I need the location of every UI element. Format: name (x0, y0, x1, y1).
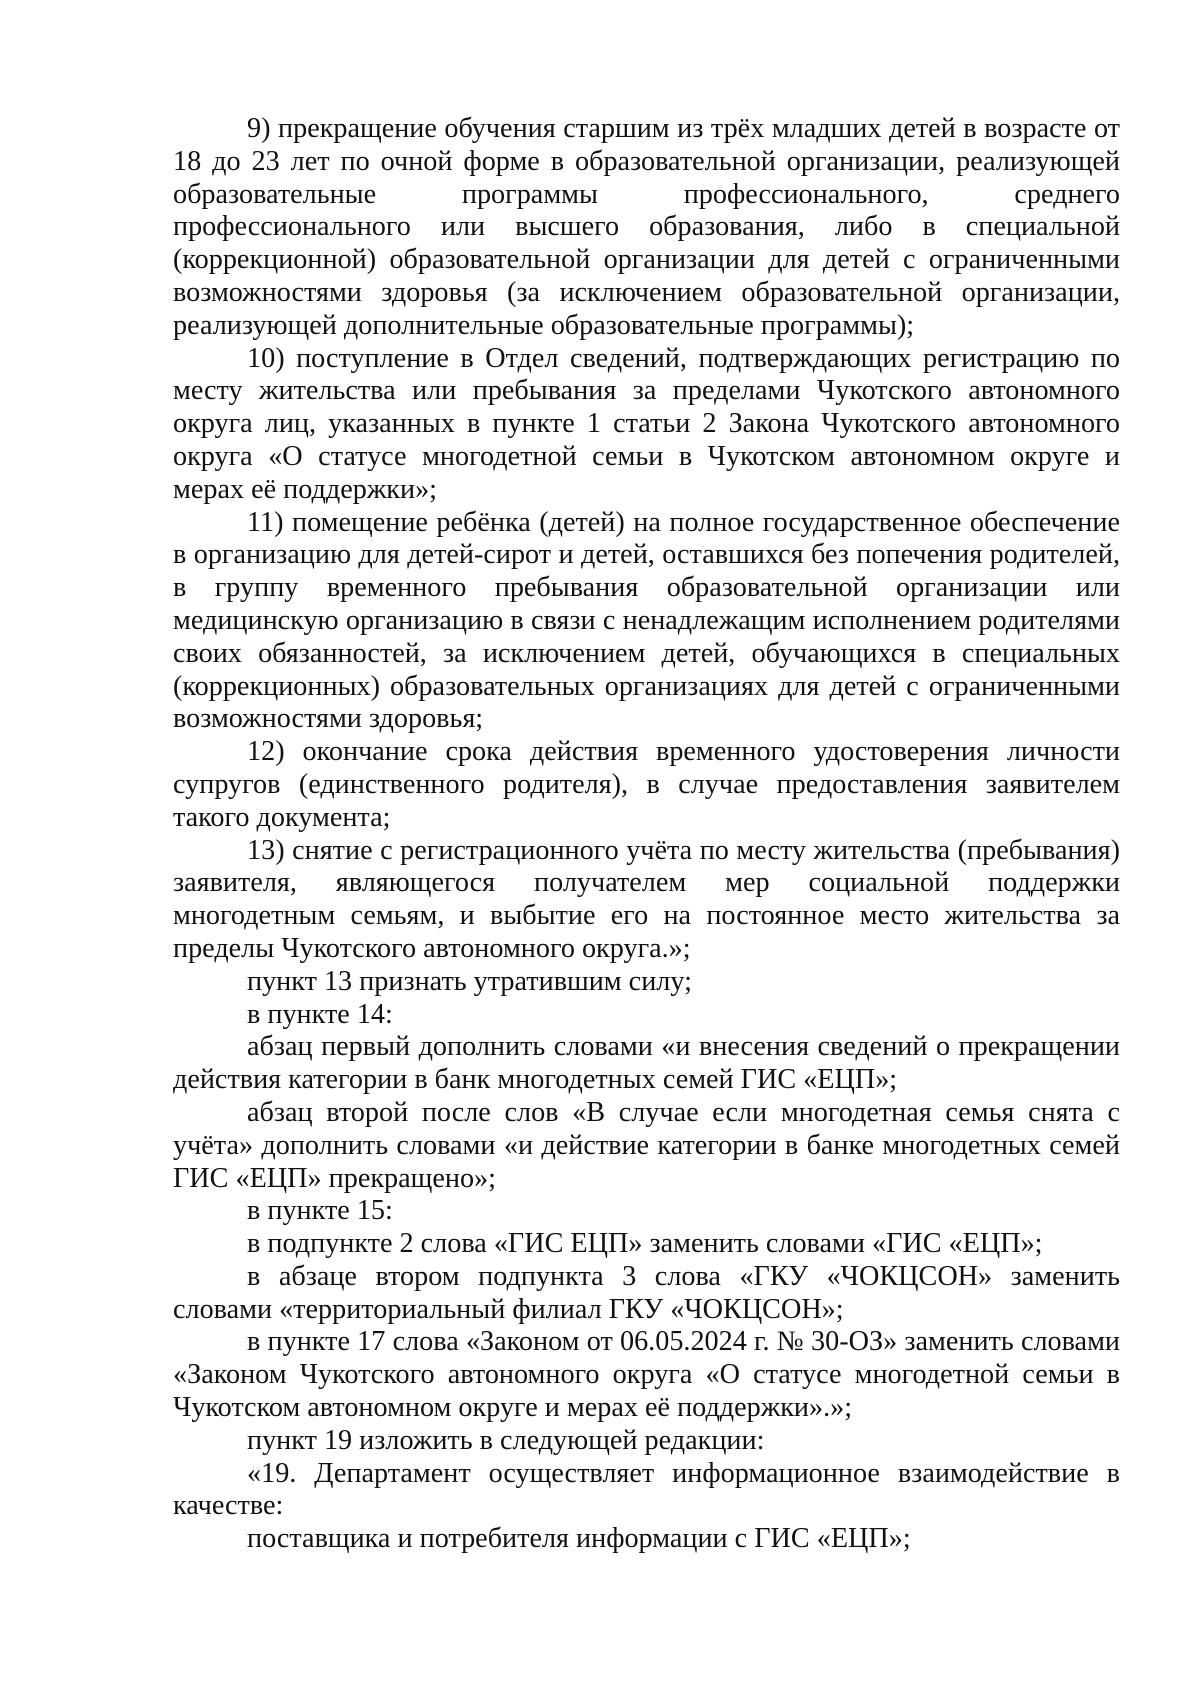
paragraph-point-14-first: абзац первый дополнить словами «и внесения сведений о прекращении действия категории в банк многодетных семей ГИС «ЕЦП»; (173, 1031, 1120, 1096)
paragraph-point-15-sub-3: в абзаце втором подпункта 3 слова «ГКУ «ЧОКЦСОН» заменить словами «территориальный филиал ГКУ «ЧОКЦСОН»; (173, 1260, 1120, 1325)
paragraph-item-13: 13) снятие с регистрационного учёта по месту жительства (пребывания) заявителя, являющегося получателем мер социальной поддержки многодетным семьям, и выбытие его на постоянное место жительства за пределы Чукотского автономного округа.»; (173, 834, 1120, 964)
document-page (173, 113, 1120, 1556)
paragraph-point-14-second: абзац второй после слов «В случае если многодетная семья снята с учёта» дополнить словами «и действие категории в банке многодетных семей ГИС «ЕЦП» прекращено»; (173, 1096, 1120, 1194)
paragraph-point-19-text: «19. Департамент осуществляет информационное взаимодействие в качестве: (173, 1457, 1120, 1522)
paragraph-point-19-item: поставщика и потребителя информации с ГИС «ЕЦП»; (247, 1523, 911, 1555)
paragraph-item-9: 9) прекращение обучения старшим из трёх младших детей в возрасте от 18 до 23 лет по очной форме в образовательной организации, реализующей образовательные программы профессионального, среднего профессионального или высшего образования, либо в специальной (коррекционной) образовательной организации для детей с ограниченными возможностями здоровья (за исключением образовательной организации, реализующей дополнительные образовательные программы); (173, 113, 1120, 341)
paragraph-point-15-sub-2: в подпункте 2 слова «ГИС ЕЦП» заменить словами «ГИС «ЕЦП»; (247, 1228, 1043, 1260)
paragraph-point-15-heading: в пункте 15: (247, 1195, 393, 1227)
paragraph-item-12: 12) окончание срока действия временного удостоверения личности супругов (единственного родителя), в случае предоставления заявителем такого документа; (173, 736, 1120, 833)
paragraph-item-10: 10) поступление в Отдел сведений, подтверждающих регистрацию по месту жительства или пребывания за пределами Чукотского автономного округа лиц, указанных в пункте 1 статьи 2 Закона Чукотского автономного округа «О статусе многодетной семьи в Чукотском автономном округе и мерах её поддержки»; (173, 342, 1120, 505)
paragraph-item-11: 11) помещение ребёнка (детей) на полное государственное обеспечение в организацию для детей-сирот и детей, оставшихся без попечения родителей, в группу временного пребывания образовательной организации или медицинскую организацию в связи с ненадлежащим исполнением родителями своих обязанностей, за исключением детей, обучающихся в специальных (коррекционных) образовательных организациях для детей с ограниченными возможностями здоровья; (173, 506, 1120, 735)
paragraph-point-19-heading: пункт 19 изложить в следующей редакции: (247, 1424, 765, 1456)
paragraph-point-17: в пункте 17 слова «Законом от 06.05.2024 г. № 30-ОЗ» заменить словами «Законом Чукотского автономного округа «О статусе многодетной семьи в Чукотском автономном округе и мерах её поддержки».»; (173, 1326, 1120, 1424)
paragraph-point-14-heading: в пункте 14: (247, 998, 393, 1030)
paragraph-point-13-repeal: пункт 13 признать утратившим силу; (247, 965, 692, 997)
